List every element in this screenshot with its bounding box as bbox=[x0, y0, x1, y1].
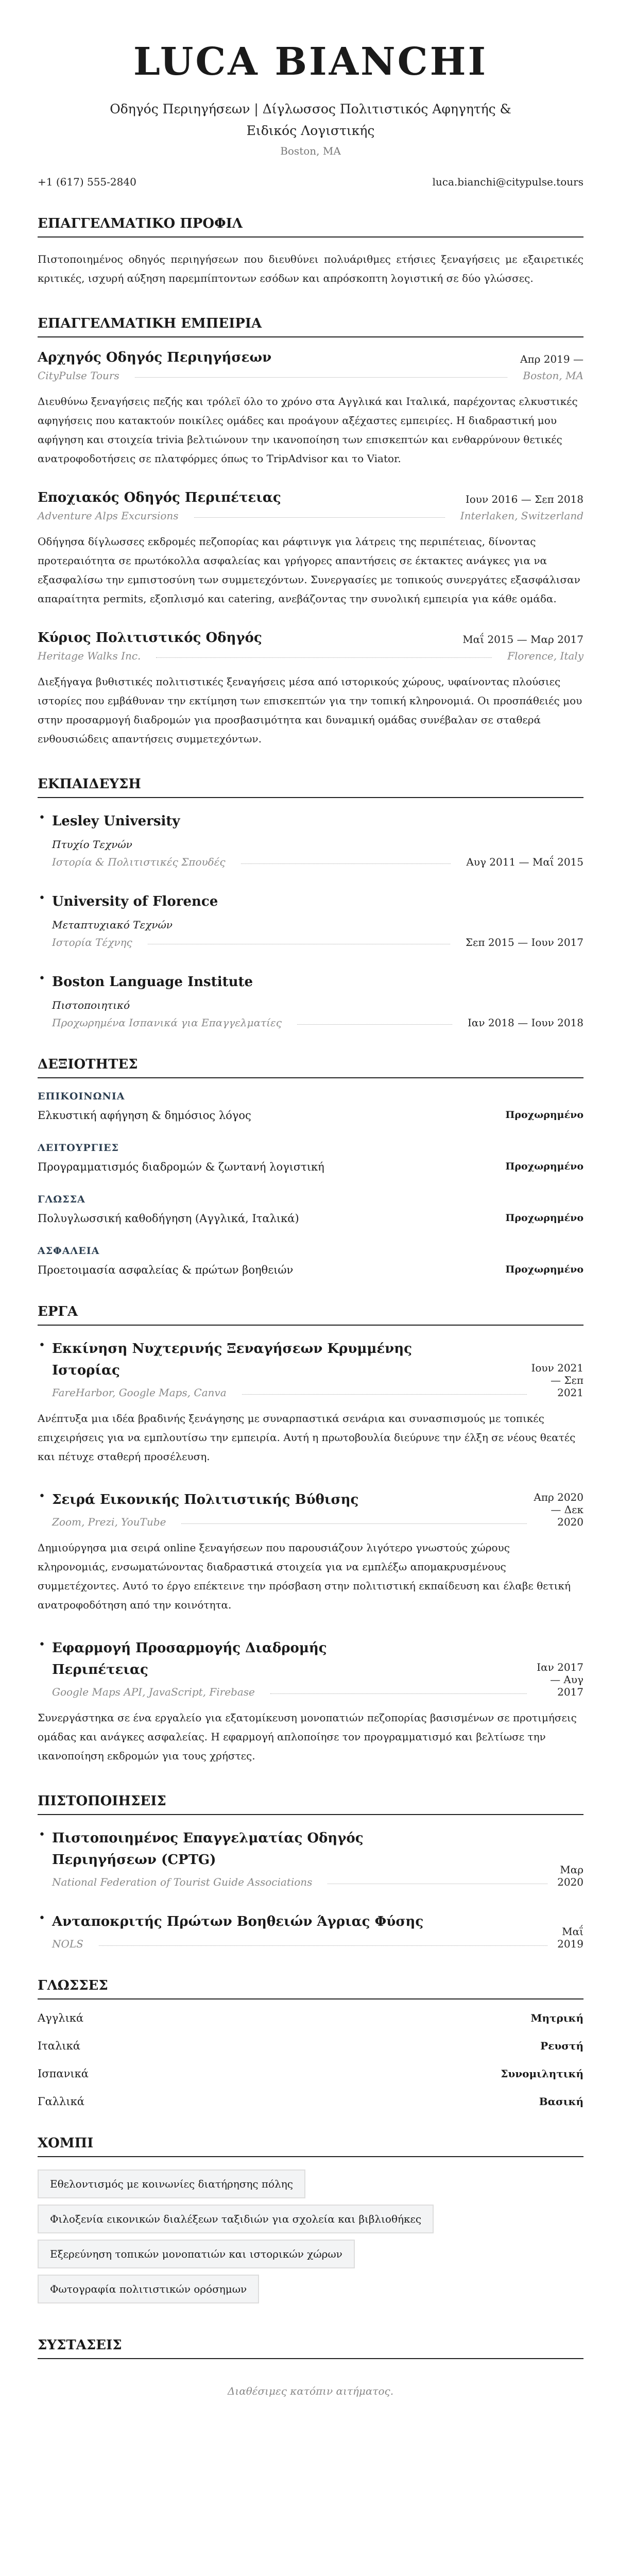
certification-name: • Ανταποκριτής Πρώτων Βοηθειών Άγριας Φύσης bbox=[52, 1914, 424, 1930]
degree: Πτυχίο Τεχνών bbox=[52, 838, 132, 851]
languages-list bbox=[38, 2012, 583, 2108]
language-row bbox=[38, 2040, 583, 2052]
resume-header bbox=[38, 41, 583, 188]
certification-info bbox=[52, 1911, 547, 1950]
section-title: ΕΠΑΓΓΕΛΜΑΤΙΚΗ ΕΜΠΕΙΡΙΑ bbox=[38, 316, 583, 337]
company-name: CityPulse Tours bbox=[38, 369, 119, 382]
project-info bbox=[52, 1489, 527, 1528]
language-level: Συνομιλητική bbox=[501, 2067, 583, 2080]
job-description: Διεξήγαγα βυθιστικές πολιτιστικές ξεναγήσεις μέσα από ιστορικούς χώρους, υφαίνοντας πλούσιες ιστορίες που εμβάθυναν την εκτίμηση των επισκεπτών για την τοπική κληρονομιά. Οι προσπάθειές μου στην προσαρμογή διαδρομών για προσβασιμότητα και δυναμική ομάδας συνέβαλαν σε σταθερά ενθουσιώδεις απαντήσεις συμμετεχόντων. bbox=[38, 675, 582, 745]
degree: Πιστοποιητικό bbox=[52, 999, 130, 1012]
certification-entry bbox=[38, 1827, 583, 1888]
certification-entry bbox=[38, 1911, 583, 1950]
skill-row bbox=[38, 1212, 583, 1225]
references-text: Διαθέσιμες κατόπιν αιτήματος. bbox=[227, 2385, 394, 2398]
skill-level: Προχωρημένο bbox=[505, 1161, 583, 1173]
certification-header bbox=[52, 1911, 583, 1950]
skill-level: Προχωρημένο bbox=[505, 1212, 583, 1224]
certification-name: • Πιστοποιημένος Επαγγελματίας Οδηγός Περιηγήσεων (CPTG) bbox=[52, 1831, 364, 1868]
language-level: Ρευστή bbox=[540, 2040, 583, 2053]
hobby-tag: Εξερεύνηση τοπικών μονοπατιών και ιστορικών χώρων bbox=[38, 2240, 355, 2268]
phone: +1 (617) 555-2840 bbox=[38, 176, 136, 189]
section-title: ΕΠΑΓΓΕΛΜΑΤΙΚΟ ΠΡΟΦΙΛ bbox=[38, 216, 583, 238]
certification-date: Μαΐ 2019 bbox=[557, 1925, 583, 1951]
contact-row bbox=[38, 176, 583, 188]
job-title: Αρχηγός Οδηγός Περιηγήσεων bbox=[38, 350, 272, 366]
language-name: Ιταλικά bbox=[38, 2040, 80, 2053]
job-subheader bbox=[38, 510, 583, 522]
company-name: Adventure Alps Excursions bbox=[38, 510, 179, 522]
certification-issuer: NOLS bbox=[52, 1938, 83, 1951]
headline: Οδηγός Περιηγήσεων | Δίγλωσσος Πολιτιστικός Αφηγητής & Ειδικός Λογιστικής bbox=[110, 101, 511, 139]
jobs-list bbox=[38, 350, 583, 749]
company-name: Heritage Walks Inc. bbox=[38, 650, 141, 663]
hobbies-section bbox=[38, 2136, 583, 2310]
hobby-row bbox=[38, 2240, 583, 2275]
project-description: Ανέπτυξα μια ιδέα βραδινής ξενάγησης με συναρπαστικά σενάρια και συνασπισμούς με τοπικές επιχειρήσεις για να εμπλουτίσω την εμπειρία. Αυτή η πρωτοβουλία διεύρυνε την έλξη σε νέους θεατές και πέτυχε σταθερή προσέλευση. bbox=[38, 1412, 576, 1463]
education-entry bbox=[38, 971, 583, 1029]
certification-info bbox=[52, 1827, 547, 1888]
school-name: • Lesley University bbox=[52, 814, 180, 829]
skill-category: ΕΠΙΚΟΙΝΩΝΙΑ bbox=[38, 1091, 125, 1103]
dotted-leader bbox=[99, 1945, 547, 1946]
project-tech: FareHarbor, Google Maps, Canva bbox=[52, 1386, 227, 1399]
field-of-study: Ιστορία & Πολιτιστικές Σπουδές bbox=[52, 856, 226, 869]
job-header bbox=[38, 630, 583, 646]
profile-section bbox=[38, 216, 583, 288]
job-entry bbox=[38, 490, 583, 608]
education-entry bbox=[38, 891, 583, 948]
certifications-section bbox=[38, 1793, 583, 1950]
project-entry bbox=[38, 1489, 583, 1615]
skill-level: Προχωρημένο bbox=[505, 1109, 583, 1121]
job-dates: Ιουν 2016 — Σεπ 2018 bbox=[465, 493, 583, 506]
school-name: • University of Florence bbox=[52, 894, 218, 910]
skill-name: Προετοιμασία ασφαλείας & πρώτων βοηθειών bbox=[38, 1264, 294, 1277]
skill-row bbox=[38, 1109, 583, 1122]
project-dates: Ιαν 2017 — Αυγ 2017 bbox=[537, 1661, 583, 1699]
job-entry bbox=[38, 630, 583, 749]
job-subheader bbox=[38, 650, 583, 662]
hobby-tag: Εθελοντισμός με κοινωνίες διατήρησης πόλης bbox=[38, 2170, 305, 2198]
project-dates: Ιουν 2021 — Σεπ 2021 bbox=[531, 1362, 583, 1399]
project-description: Συνεργάστηκα σε ένα εργαλείο για εξατομίκευση μονοπατιών πεζοπορίας βασισμένων σε προτιμήσεις ομάδας και ανάγκες ασφαλείας. Η εφαρμογή απλοποίησε τον προγραμματισμό και βελτίωσε την ικανοποίηση εκδρομών για τους χρήστες. bbox=[38, 1711, 577, 1762]
project-tech-row bbox=[52, 1686, 527, 1698]
job-title: Εποχιακός Οδηγός Περιπέτειας bbox=[38, 490, 281, 506]
job-header bbox=[38, 490, 583, 505]
project-entry bbox=[38, 1637, 583, 1766]
dotted-leader bbox=[242, 1394, 527, 1395]
hobby-row bbox=[38, 2275, 583, 2310]
project-name: • Εκκίνηση Νυχτερινής Ξεναγήσεων Κρυμμένης Ιστορίας bbox=[52, 1341, 412, 1379]
dotted-leader bbox=[135, 377, 508, 378]
job-location: Interlaken, Switzerland bbox=[460, 510, 583, 522]
degree: Μεταπτυχιακό Τεχνών bbox=[52, 919, 173, 931]
education-dates: Αυγ 2011 — Μαΐ 2015 bbox=[466, 856, 583, 869]
location: Boston, MA bbox=[280, 145, 341, 158]
job-dates: Απρ 2019 — bbox=[520, 353, 583, 366]
skill-category: ΓΛΩΣΣΑ bbox=[38, 1194, 85, 1206]
language-name: Ισπανικά bbox=[38, 2067, 89, 2080]
experience-section bbox=[38, 316, 583, 749]
skills-list bbox=[38, 1091, 583, 1276]
project-header bbox=[52, 1338, 583, 1399]
dotted-leader bbox=[241, 863, 451, 864]
projects-section bbox=[38, 1304, 583, 1766]
field-of-study: Ιστορία Τέχνης bbox=[52, 936, 132, 949]
certification-issuer: National Federation of Tourist Guide Associations bbox=[52, 1876, 313, 1889]
dotted-leader bbox=[156, 657, 492, 658]
job-description: Διευθύνω ξεναγήσεις πεζής και τρόλεϊ όλο το χρόνο στα Αγγλικά και Ιταλικά, παρέχοντας ελκυστικές αφηγήσεις που κατακτούν ποικίλες ομάδες και προάγουν αξέχαστες εμπειρίες. Η διαδραστική μου αφήγηση και στοιχεία trivia βελτιώνουν την ικανοποίηση των επισκεπτών και ενθαρρύνουν θετικές ανατροφοδοτήσεις σε πλατφόρμες όπως το TripAdvisor και το Viator. bbox=[38, 395, 578, 465]
project-entry bbox=[38, 1338, 583, 1466]
education-entry bbox=[38, 810, 583, 868]
certification-date: Μαρ 2020 bbox=[557, 1863, 583, 1889]
hobby-row bbox=[38, 2205, 583, 2240]
certification-header bbox=[52, 1827, 583, 1888]
hobby-tag: Φιλοξενία εικονικών διαλέξεων ταξιδιών για σχολεία και βιβλιοθήκες bbox=[38, 2205, 434, 2233]
language-level: Βασική bbox=[539, 2095, 583, 2108]
hobbies-list bbox=[38, 2170, 583, 2310]
skills-section bbox=[38, 1057, 583, 1276]
job-location: Florence, Italy bbox=[507, 650, 583, 663]
job-dates: Μαΐ 2015 — Μαρ 2017 bbox=[462, 633, 583, 646]
language-row bbox=[38, 2012, 583, 2024]
projects-list bbox=[38, 1338, 583, 1766]
project-dates: Απρ 2020 — Δεκ 2020 bbox=[534, 1491, 583, 1529]
hobby-tag: Φωτογραφία πολιτιστικών ορόσημων bbox=[38, 2275, 259, 2303]
project-tech-row bbox=[52, 1516, 527, 1528]
education-list bbox=[38, 810, 583, 1029]
section-title: ΕΚΠΑΙΔΕΥΣΗ bbox=[38, 776, 583, 798]
section-title: ΕΡΓΑ bbox=[38, 1304, 583, 1326]
skill-name: Ελκυστική αφήγηση & δημόσιος λόγος bbox=[38, 1109, 251, 1122]
certifications-list bbox=[38, 1827, 583, 1950]
hobby-row bbox=[38, 2170, 583, 2205]
project-tech: Zoom, Prezi, YouTube bbox=[52, 1516, 166, 1529]
email-link[interactable]: luca.bianchi@citypulse.tours bbox=[432, 176, 583, 189]
school-name: • Boston Language Institute bbox=[52, 974, 253, 990]
dotted-leader bbox=[194, 517, 445, 518]
section-title: ΠΙΣΤΟΠΟΙΗΣΕΙΣ bbox=[38, 1793, 583, 1815]
dotted-leader bbox=[297, 1024, 452, 1025]
skill-category: ΑΣΦΑΛΕΙΑ bbox=[38, 1245, 100, 1257]
project-header bbox=[52, 1489, 583, 1528]
skill-row bbox=[38, 1161, 583, 1173]
project-header bbox=[52, 1637, 583, 1698]
candidate-name: LUCA BIANCHI bbox=[133, 40, 488, 84]
skill-level: Προχωρημένο bbox=[505, 1264, 583, 1276]
certification-issuer-row bbox=[52, 1876, 547, 1888]
education-section bbox=[38, 776, 583, 1029]
section-title: ΣΥΣΤΑΣΕΙΣ bbox=[38, 2337, 583, 2359]
certification-issuer-row bbox=[52, 1938, 547, 1950]
skill-category: ΛΕΙΤΟΥΡΓΙΕΣ bbox=[38, 1142, 119, 1154]
project-tech-row bbox=[52, 1386, 527, 1399]
job-entry bbox=[38, 350, 583, 468]
section-title: ΧΟΜΠΙ bbox=[38, 2136, 583, 2157]
job-location: Boston, MA bbox=[523, 369, 583, 382]
languages-section bbox=[38, 1978, 583, 2108]
project-name: • Σειρά Εικονικής Πολιτιστικής Βύθισης bbox=[52, 1492, 359, 1508]
job-subheader bbox=[38, 369, 583, 382]
job-header bbox=[38, 350, 583, 365]
section-title: ΓΛΩΣΣΕΣ bbox=[38, 1978, 583, 1999]
language-row bbox=[38, 2067, 583, 2080]
education-dates: Ιαν 2018 — Ιουν 2018 bbox=[467, 1016, 583, 1029]
profile-text: Πιστοποιημένος οδηγός περιηγήσεων που διευθύνει πολυάριθμες ετήσιες ξεναγήσεις με εξαιρετικές κριτικές, ισχυρή αύξηση παρεμπίπτοντων εσόδων και απρόσκοπτη λογιστική σε δύο γλώσσες. bbox=[38, 253, 583, 285]
language-row bbox=[38, 2095, 583, 2108]
skill-name: Πολυγλωσσική καθοδήγηση (Αγγλικά, Ιταλικά) bbox=[38, 1212, 299, 1225]
project-info bbox=[52, 1338, 527, 1399]
education-details bbox=[52, 856, 583, 868]
education-details bbox=[52, 1016, 583, 1029]
field-of-study: Προχωρημένα Ισπανικά για Επαγγελματίες bbox=[52, 1016, 282, 1029]
language-name: Γαλλικά bbox=[38, 2095, 84, 2108]
language-name: Αγγλικά bbox=[38, 2012, 84, 2025]
language-level: Μητρική bbox=[530, 2012, 583, 2025]
section-title: ΔΕΞΙΟΤΗΤΕΣ bbox=[38, 1057, 583, 1078]
project-description: Δημιούργησα μια σειρά online ξεναγήσεων που παρουσιάζουν λιγότερο γνωστούς χώρους κληρονομιάς, ενσωματώνοντας διαδραστικά στοιχεία για να εμπλέξω απομακρυσμένους συμμετέχοντες. Αυτό το έργο επέκτεινε την πρόσβαση στην πολιτιστική εκπαίδευση και έλαβε θετική ανατροφοδότηση από την κοινότητα. bbox=[38, 1541, 571, 1612]
skill-name: Προγραμματισμός διαδρομών & ζωντανή λογιστική bbox=[38, 1161, 324, 1174]
education-details bbox=[52, 936, 583, 948]
references-section bbox=[38, 2337, 583, 2397]
project-info bbox=[52, 1637, 527, 1698]
dotted-leader bbox=[270, 1693, 527, 1694]
skill-row bbox=[38, 1264, 583, 1276]
education-dates: Σεπ 2015 — Ιουν 2017 bbox=[465, 936, 583, 949]
dotted-leader bbox=[181, 1523, 527, 1524]
job-title: Κύριος Πολιτιστικός Οδηγός bbox=[38, 630, 262, 646]
job-description: Οδήγησα δίγλωσσες εκδρομές πεζοπορίας και ράφτινγκ για λάτρεις της περιπέτειας, δίνοντας προτεραιότητα σε πρωτόκολλα ασφαλείας και γρήγορες απαντήσεις σε έκτακτες ανάγκες για να εξασφαλίσω την εμπιστοσύνη των συμμετεχόντων. Συνεργασίες με τοπικούς συνεργάτες εξασφάλισαν απαραίτητα permits, εξοπλισμό και catering, ανεβάζοντας την συνολική εμπειρία για κάθε ομάδα. bbox=[38, 535, 580, 605]
project-tech: Google Maps API, JavaScript, Firebase bbox=[52, 1686, 255, 1699]
project-name: • Εφαρμογή Προσαρμογής Διαδρομής Περιπέτειας bbox=[52, 1640, 327, 1678]
